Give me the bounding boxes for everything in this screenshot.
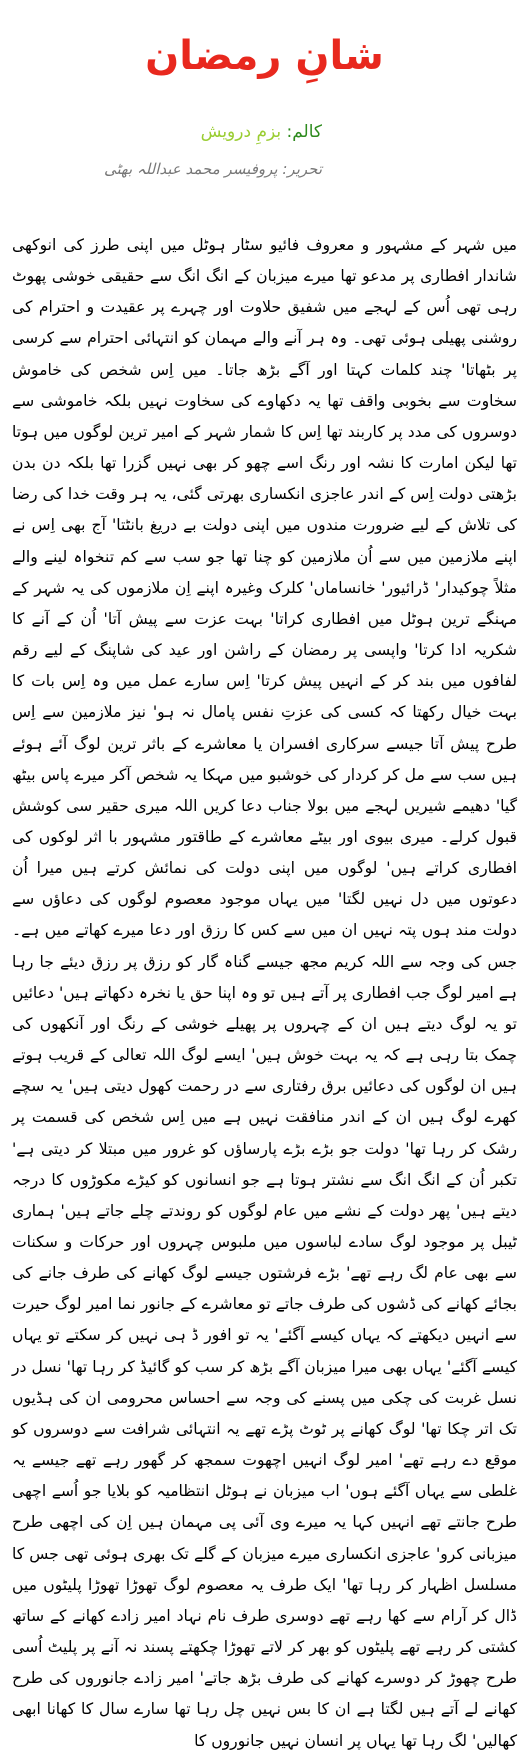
article-body (12, 230, 517, 1757)
column-byline (0, 118, 322, 146)
column-label: کالم: (286, 122, 322, 142)
author-byline (0, 156, 322, 182)
article-title: شانِ رمضان (145, 33, 384, 79)
author-label: تحریر: (282, 160, 322, 178)
author-name: پروفیسر محمد عبداللہ بھٹی (104, 160, 278, 178)
body-paragraph: میں شہر کے مشہور و معروف فائیو سٹار ہوٹل میں اپنی طرز کی انوکھی شاندار افطاری پر مدعو تھا میرے میزبان کے انگ انگ سے حقیقی خوشی پھوٹ رہی تھی اُس کے لہجے میں شفیق حلاوت اور چہرے پر عقیدت و احترام کی روشنی پھیلی ہوئی تھی۔ وہ ہر آنے والے مہمان کو انتہائی احترام سے کرسی پر بٹھاتا' چند کلمات کہتا اور آگے بڑھ جاتا۔ میں اِس شخص کی خاموش سخاوت سے بخوبی واقف تھا یہ دکھاوے کی سخاوت نہیں بلکہ خاموشی سے دوسروں کی مدد پر کاربند تھا اِس کا شمار شہر کے امیر ترین لوگوں میں ہوتا تھا لیکن امارت کا نشہ اور رنگ اسے چھو کر بھی نہیں گزرا تھا بلکہ دن بدن بڑھتی دولت اِس کے اندر عاجزی انکساری بھرتی گئی، یہ ہر وقت خدا کی رضا کی تلاش کے لیے ضرورت مندوں میں اپنی دولت بے دریغ بانٹتا' آج بھی اِس نے اپنے ملازمین میں سے اُن ملازمین کو چنا تھا جو سب سے کم تنخواہ لینے والے مثلاً چوکیدار' ڈرائیور' خانساماں' کلرک وغیرہ اپنے اِن ملازموں کی یہ شہر کے مہنگے ترین ہوٹل میں افطاری کراتا' بہت عزت سے پیش آتا' اُن کے آنے کا شکریہ ادا کرتا' واپسی پر رمضان کے راشن اور عید کی شاپنگ کے لیے رقم لفافوں میں بند کر کے انہیں پیش کرتا' اِس سارے عمل میں وہ اِس بات کا بہت خیال رکھتا کہ کسی کی عزتِ نفس پامال نہ ہو' نیز ملازمین سے اِس طرح پیش آتا جیسے سرکاری افسران یا معاشرے کے باثر ترین لوگ آئے ہوئے ہیں سب سے مل کر کردار کی خوشبو میں مہکا یہ شخص آکر میرے پاس بیٹھ گیا' دھیمے شیریں لہجے میں بولا جناب دعا کریں اللہ میری حقیر سی کوشش قبول کرلے۔ میری بیوی اور بیٹے معاشرے کے طاقتور مشہور با اثر لوکوں کی افطاری کراتے ہیں' لوگوں میں اپنی دولت کی نمائش کرتے ہیں میرا اُن دعوتوں میں دل نہیں لگتا' میں یہاں موجود معصوم لوگوں کی دعاؤں سے دولت مند ہوں پتہ نہیں ان میں سے کس کا رزق اور دعا میرے کھاتے میں ہے۔ جس کی وجہ سے اللہ کریم مجھ جیسے گناہ گار کو رزق پر رزق دیئے جا رہا ہے امیر لوگ جب افطاری پر آتے ہیں تو وہ اپنا حق یا نخرہ دکھاتے ہیں' دعائیں تو یہ لوگ دیتے ہیں ان کے چہروں پر پھیلے خوشی کے رنگ اور آنکھوں کی چمک بتا رہی ہے کہ یہ بہت خوش ہیں' ایسے لوگ اللہ تعالی کے قریب ہوتے ہیں ان لوگوں کی دعائیں برق رفتاری سے در رحمت کھول دیتی ہیں' یہ سچے کھرے لوگ ہیں ان کے اندر منافقت نہیں ہے میں اِس شخص کی قسمت پر رشک کر رہا تھا' دولت جو بڑے بڑے پارساؤں کو غرور میں مبتلا کر دیتی ہے' تکبر اُن کے انگ انگ سے نشتر ہوتا ہے جو انسانوں کو کیڑے مکوڑوں کا درجہ دیتے ہیں' پھر دولت کے نشے میں عام لوگوں کو روندتے چلے جاتے ہیں' ہماری ٹیبل پر موجود لوگ سادے لباسوں میں ملبوس چہروں اور حرکات و سکنات سے بھی عام لگ رہے تھے' بڑے فرشتوں جیسے لوگ کھانے کی طرف جانے کی بجائے کھانے کی ڈشوں کی طرف جاتے تو معاشرے کے جانور نما امیر لوگ حیرت سے انہیں دیکھتے کہ یہاں کیسے آگئے' یہ تو افور ڈ ہی نہیں کر سکتے تو یہاں کیسے آگئے' یہاں بھی میرا میزبان آگے بڑھ کر سب کو گائیڈ کر رہا تھا' نسل در نسل غربت کی چکی میں پسنے کی وجہ سے احساس محرومی ان کی ہڈیوں تک اتر چکا تھا' لوگ کھانے پر ٹوٹ پڑے تھے یہ انتہائی شرافت سے دوسروں کو موقع دے رہے تھے' امیر لوگ انہیں اچھوت سمجھ کر گھور رہے تھے جیسے یہ غلطی سے یہاں آگئے ہوں' اب میزبان نے ہوٹل انتظامیہ کو بلایا جو اُسے اچھی طرح جانتے تھے انہیں کہا یہ میرے وی آئی پی مہمان ہیں اِن کی اچھی طرح میزبانی کرو' عاجزی انکساری میرے میزبان کے گلے تک بھری ہوئی تھی جس کا مسلسل اظہار کر رہا تھا' ایک طرف یہ معصوم لوگ تھوڑا تھوڑا پلیٹوں میں ڈال کر آرام سے کھا رہے تھے دوسری طرف نام نہاد امیر زادے کھانے کے ساتھ کشتی کر رہے تھے پلیٹوں کو بھر کر لاتے تھوڑا چکھتے پسند نہ آنے پر پلیٹ اُسی طرح چھوڑ کر دوسرے کھانے کی طرف بڑھ جاتے' امیر زادے جانوروں کی طرح کھانے لے آتے ہیں لگتا ہے ان کا بس نہیں چل رہا تھا سارے سال کا کھانا ابھی کھالیں' لگ رہا تھا یہاں پر انسان نہیں جانوروں کا (12, 236, 517, 1750)
column-name: بزمِ درویش (200, 122, 282, 142)
